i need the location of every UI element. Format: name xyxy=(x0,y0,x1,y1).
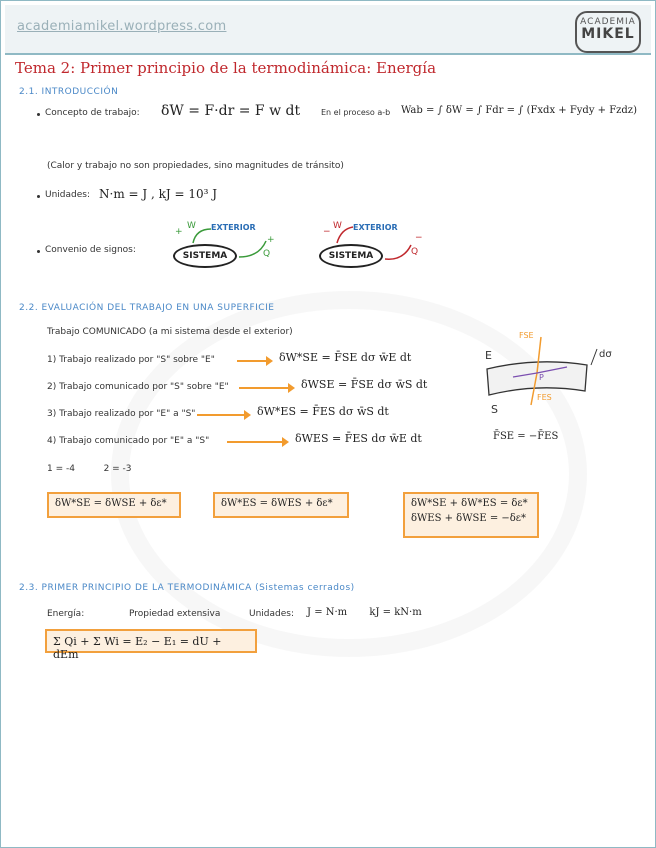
arrow-icon xyxy=(227,441,287,443)
energy-label: Energía: xyxy=(47,609,85,619)
minus-sign: − xyxy=(323,227,331,237)
diagram-fes-label: FES xyxy=(537,393,552,402)
plus-sign: + xyxy=(267,235,275,245)
units-label: Unidades: xyxy=(45,190,90,200)
process-equation: Wab = ∫ δW = ∫ Fdr = ∫ (Fxdx + Fydy + Fzdz) xyxy=(401,105,637,116)
bullet xyxy=(37,113,40,116)
bullet xyxy=(37,195,40,198)
note-text: (Calor y trabajo no son propiedades, sino magnitudes de tránsito) xyxy=(47,161,344,171)
first-law-box: Σ Qi + Σ Wi = E₂ − E₁ = dU + dEm xyxy=(45,629,257,653)
work-item-label: 1) Trabajo realizado por "S" sobre "E" xyxy=(47,355,215,365)
diagram-s-label: S xyxy=(491,403,498,416)
units-equation: N·m = J , kJ = 10³ J xyxy=(99,187,218,201)
result-box-sum xyxy=(403,492,539,538)
sistema-ellipse: SISTEMA xyxy=(173,244,237,268)
concept-label: Concepto de trabajo: xyxy=(45,108,140,118)
work-item-equation: δWSE = F̄SE dσ w̄S dt xyxy=(301,378,428,391)
section-heading-introduccion: 2.1. INTRODUCCIÓN xyxy=(19,87,119,97)
logo-bottom: MIKEL xyxy=(581,26,635,42)
bullet xyxy=(37,250,40,253)
result-box-se: δW*SE = δWSE + δε* xyxy=(47,492,181,518)
w-label: W xyxy=(333,221,342,231)
process-label: En el proceso a-b xyxy=(321,108,391,117)
w-label: W xyxy=(187,221,196,231)
result-sum-line-1: δW*SE + δW*ES = δε* xyxy=(411,498,528,509)
concept-equation: δW = F·dr = F w dt xyxy=(161,103,301,119)
result-sum-line-2: δWES + δWSE = −δε* xyxy=(411,513,526,524)
arrow-icon xyxy=(197,414,249,416)
result-box-es: δW*ES = δWES + δε* xyxy=(213,492,349,518)
q-label: Q xyxy=(411,247,419,257)
surface-diagram xyxy=(477,329,617,419)
signs-label: Convenio de signos: xyxy=(45,245,136,255)
sign-arrows-positive xyxy=(171,219,281,269)
arrow-icon xyxy=(239,387,293,389)
exterior-label: EXTERIOR xyxy=(353,223,398,232)
q-label: Q xyxy=(263,249,271,259)
plus-sign: + xyxy=(175,227,183,237)
work-item-equation: δW*SE = F̄SE dσ w̄E dt xyxy=(279,351,412,364)
work-item-label: 2) Trabajo comunicado por "S" sobre "E" xyxy=(47,382,229,392)
section-heading-primer-principio: 2.3. PRIMER PRINCIPIO DE LA TERMODINÁMICA (Sistemas cerrados) xyxy=(19,583,355,593)
work-item-label: 4) Trabajo comunicado por "E" a "S" xyxy=(47,436,210,446)
academia-mikel-logo xyxy=(575,11,641,53)
header xyxy=(5,5,651,55)
work-item-label: 3) Trabajo realizado por "E" a "S" xyxy=(47,409,196,419)
sistema-ellipse: SISTEMA xyxy=(319,244,383,268)
diagram-fse-label: FSE xyxy=(519,331,534,340)
page-title: Tema 2: Primer principio de la termodinámica: Energía xyxy=(15,59,437,77)
relations-text: 1 = -4 2 = -3 xyxy=(47,464,132,474)
minus-sign: − xyxy=(415,233,423,243)
section-subtitle: Trabajo COMUNICADO (a mi sistema desde el exterior) xyxy=(47,327,293,337)
energy-property: Propiedad extensiva xyxy=(129,609,221,619)
exterior-label: EXTERIOR xyxy=(211,223,256,232)
work-item-equation: δW*ES = F̄ES dσ w̄S dt xyxy=(257,405,389,418)
logo-top: ACADEMIA xyxy=(580,17,636,27)
section-heading-evaluacion: 2.2. EVALUACIÓN DEL TRABAJO EN UNA SUPERFICIE xyxy=(19,303,275,313)
energy-units-equation: J = N·m kJ = kN·m xyxy=(307,607,422,618)
work-item-equation: δWES = F̄ES dσ w̄E dt xyxy=(295,432,422,445)
diagram-p-label: P xyxy=(539,373,544,382)
site-link[interactable]: academiamikel.wordpress.com xyxy=(17,19,227,34)
sign-arrows-negative xyxy=(317,219,427,269)
diagram-e-label: E xyxy=(485,349,492,362)
energy-units-label: Unidades: xyxy=(249,609,294,619)
arrow-icon xyxy=(237,360,271,362)
diagram-dsigma-label: dσ xyxy=(599,349,612,360)
diagram-force-relation: F̄SE = −F̄ES xyxy=(493,431,559,442)
